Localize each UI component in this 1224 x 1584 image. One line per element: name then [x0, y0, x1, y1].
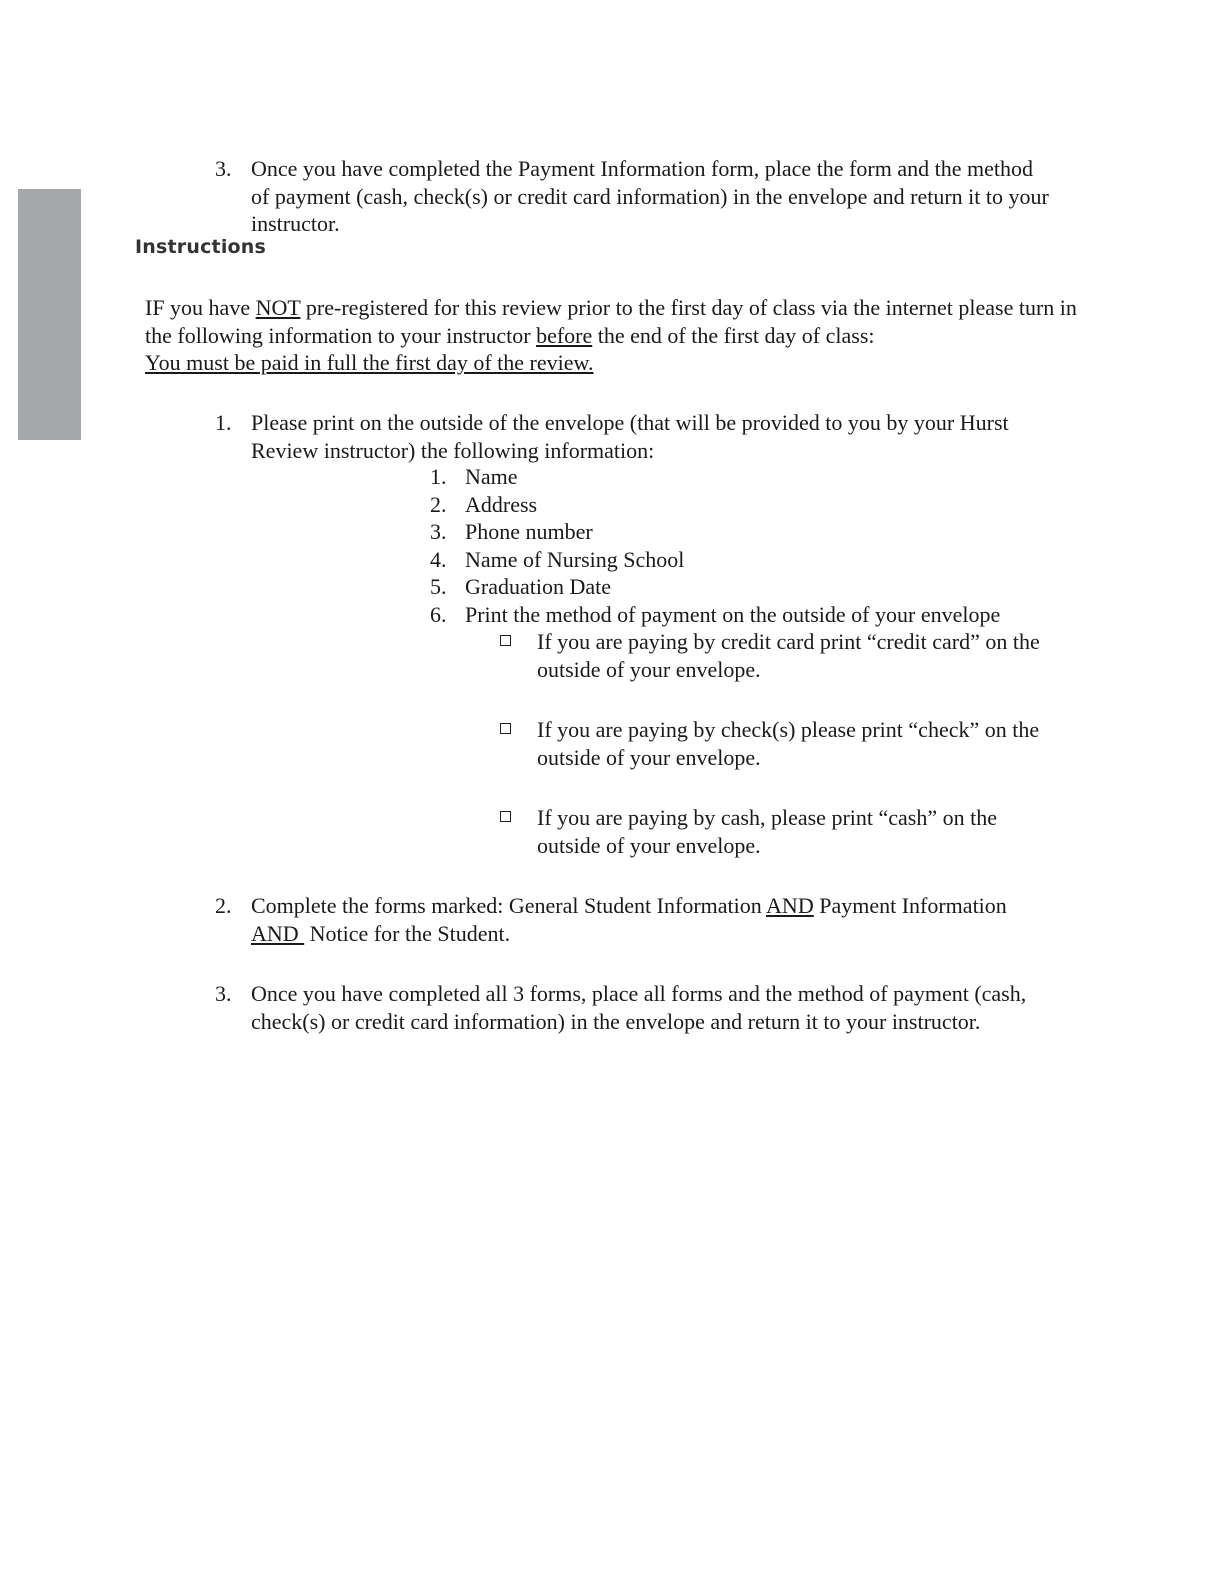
side-gray-tab — [18, 189, 81, 440]
intro-text-2: pre-registered for this review prior to the first day of class via the internet please turn in the following information to your instructor — [145, 295, 1077, 348]
step-1 — [215, 409, 1095, 464]
intro-paid-in-full: You must be paid in full the first day of the review. — [145, 350, 594, 375]
intro-before-word: before — [536, 322, 593, 348]
info-item-label: Graduation Date — [465, 574, 611, 599]
step-1-text: Please print on the outside of the envelope (that will be provided to you by your Hurst Review instructor) the following information: — [251, 410, 1009, 463]
payment-bullet-text: If you are paying by cash, please print “cash” on the outside of your envelope. — [537, 805, 997, 858]
info-item-number: 5. — [430, 574, 447, 599]
step-2-text-b: Payment Information — [813, 893, 1007, 918]
step-3 — [215, 980, 1095, 1035]
info-item — [430, 518, 1070, 546]
intro-not-word: NOT — [255, 295, 301, 320]
info-item — [430, 601, 1070, 629]
info-item-number: 3. — [430, 519, 447, 544]
intro-text-3: the end of the first day of class: — [592, 322, 875, 348]
info-item-number: 1. — [430, 464, 447, 489]
payment-bullet-cash — [500, 804, 1060, 859]
checkbox-square-icon — [500, 723, 511, 734]
payment-bullet-check — [500, 716, 1060, 771]
step-2-and-2: AND — [251, 920, 305, 946]
info-item-number: 4. — [430, 546, 447, 572]
step-2-number: 2. — [215, 893, 232, 918]
step-2-text-a: Complete the forms marked: General Student Information — [251, 893, 767, 918]
payment-bullet-text: If you are paying by credit card print “credit card” on the outside of your envelope. — [537, 629, 1040, 682]
info-item-label: Print the method of payment on the outside of your envelope — [465, 601, 1001, 627]
top-step-3-number: 3. — [215, 156, 232, 181]
info-item-label: Name — [465, 464, 518, 489]
instructions-heading: Instructions — [135, 236, 267, 258]
step-2-text — [251, 892, 1091, 947]
step-3-text: Once you have completed all 3 forms, place all forms and the method of payment (cash, check(s) or credit card information) in the envelope and return it to your instructor. — [251, 981, 1027, 1034]
info-item-label: Name of Nursing School — [465, 546, 685, 572]
info-item-number: 6. — [430, 601, 447, 627]
payment-bullet-credit-card — [500, 628, 1060, 683]
info-item — [430, 573, 1070, 601]
info-item-number: 2. — [430, 491, 447, 517]
info-list — [430, 463, 1070, 628]
step-2 — [215, 892, 1095, 947]
payment-bullet-text: If you are paying by check(s) please print “check” on the outside of your envelope. — [537, 717, 1040, 770]
intro-paragraph — [145, 294, 1085, 377]
step-2-and-1: AND — [766, 893, 814, 918]
checkbox-square-icon — [500, 811, 511, 822]
top-step-3-text: Once you have completed the Payment Information form, place the form and the method of payment (cash, check(s) or credit card information) in the envelope and return it to your instructor. — [251, 156, 1049, 236]
step-1-number: 1. — [215, 410, 232, 435]
intro-text-1: IF you have — [145, 295, 256, 320]
step-2-text-c: Notice for the Student. — [304, 920, 511, 946]
checkbox-square-icon — [500, 635, 511, 646]
info-item-label: Phone number — [465, 519, 593, 544]
info-item — [430, 491, 1070, 519]
step-3-number: 3. — [215, 981, 232, 1006]
top-step-3 — [215, 155, 1095, 238]
info-item — [430, 546, 1070, 574]
info-item — [430, 463, 1070, 491]
info-item-label: Address — [465, 491, 538, 517]
